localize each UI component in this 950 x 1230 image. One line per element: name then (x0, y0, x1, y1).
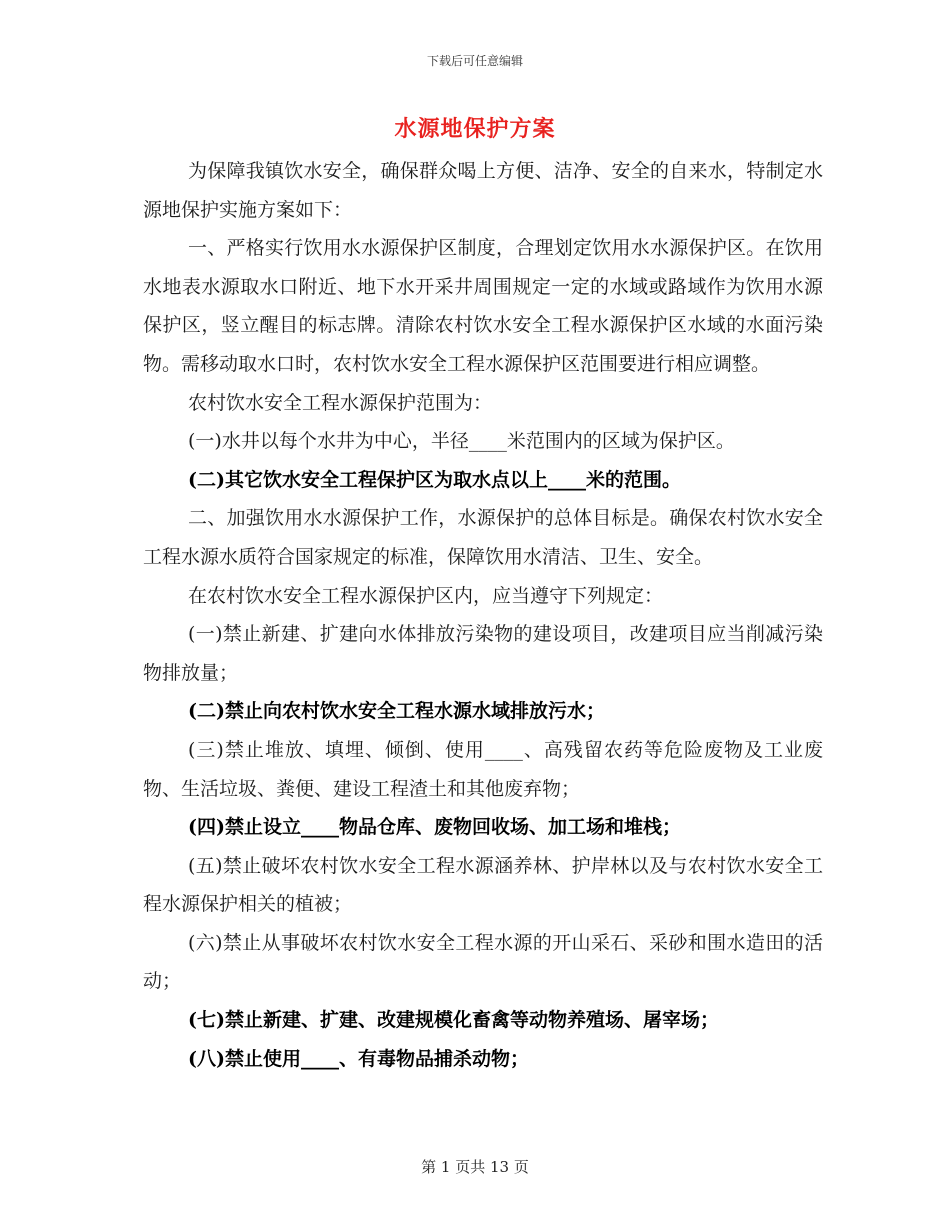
paragraph-rule-3: (三)禁止堆放、填埋、倾倒、使用____、高残留农药等危险废物及工业废物、生活垃圾、粪便、建设工程渣土和其他废弃物； (143, 738, 823, 800)
page-number: 第 1 页共 13 页 (421, 1158, 529, 1176)
document-title: 水源地保护方案 (394, 116, 556, 142)
paragraph-rule-7: (七)禁止新建、扩建、改建规模化畜禽等动物养殖场、屠宰场； (188, 1009, 719, 1032)
paragraph-scope-heading: 农村饮水安全工程水源保护范围为： (188, 391, 493, 414)
paragraph-rule-5: (五)禁止破坏农村饮水安全工程水源涵养林、护岸林以及与农村饮水安全工程水源保护相关的植被； (143, 854, 823, 916)
paragraph-rule-1: (一)禁止新建、扩建向水体排放污染物的建设项目，改建项目应当削减污染物排放量； (143, 623, 823, 684)
document-body (143, 152, 823, 1078)
paragraph-rule-6: (六)禁止从事破坏农村饮水安全工程水源的开山采石、采砂和围水造田的活动； (143, 931, 823, 993)
paragraph-rule-8: (八)禁止使用____、有毒物品捕杀动物； (188, 1047, 529, 1070)
page-header-note: 下载后可任意编辑 (426, 54, 523, 68)
paragraph-section-1: 一、严格实行饮用水水源保护区制度，合理划定饮用水水源保护区。在饮用水地表水源取水口附近、地下水开采井周围规定一定的水域或路域作为饮用水源保护区，竖立醒目的标志牌。清除农村饮水安全工程水源保护区水域的水面污染物。需移动取水口时，农村饮水安全工程水源保护区范围要进行相应调整。 (143, 237, 823, 375)
paragraph-scope-item-2: (二)其它饮水安全工程保护区为取水点以上____米的范围。 (188, 468, 681, 491)
paragraph-scope-item-1: (一)水井以每个水井为中心，半径____米范围内的区域为保护区。 (188, 430, 735, 453)
paragraph-rule-2: (二)禁止向农村饮水安全工程水源水域排放污水； (188, 700, 605, 723)
paragraph-intro: 为保障我镇饮水安全，确保群众喝上方便、洁净、安全的自来水，特制定水源地保护实施方案如下： (143, 160, 823, 221)
paragraph-section-2: 二、加强饮用水水源保护工作，水源保护的总体目标是。确保农村饮水安全工程水源水质符合国家规定的标准，保障饮用水清洁、卫生、安全。 (143, 507, 823, 568)
paragraph-rules-heading: 在农村饮水安全工程水源保护区内，应当遵守下列规定： (188, 584, 664, 607)
paragraph-rule-4: (四)禁止设立____物品仓库、废物回收场、加工场和堆栈； (188, 816, 681, 839)
